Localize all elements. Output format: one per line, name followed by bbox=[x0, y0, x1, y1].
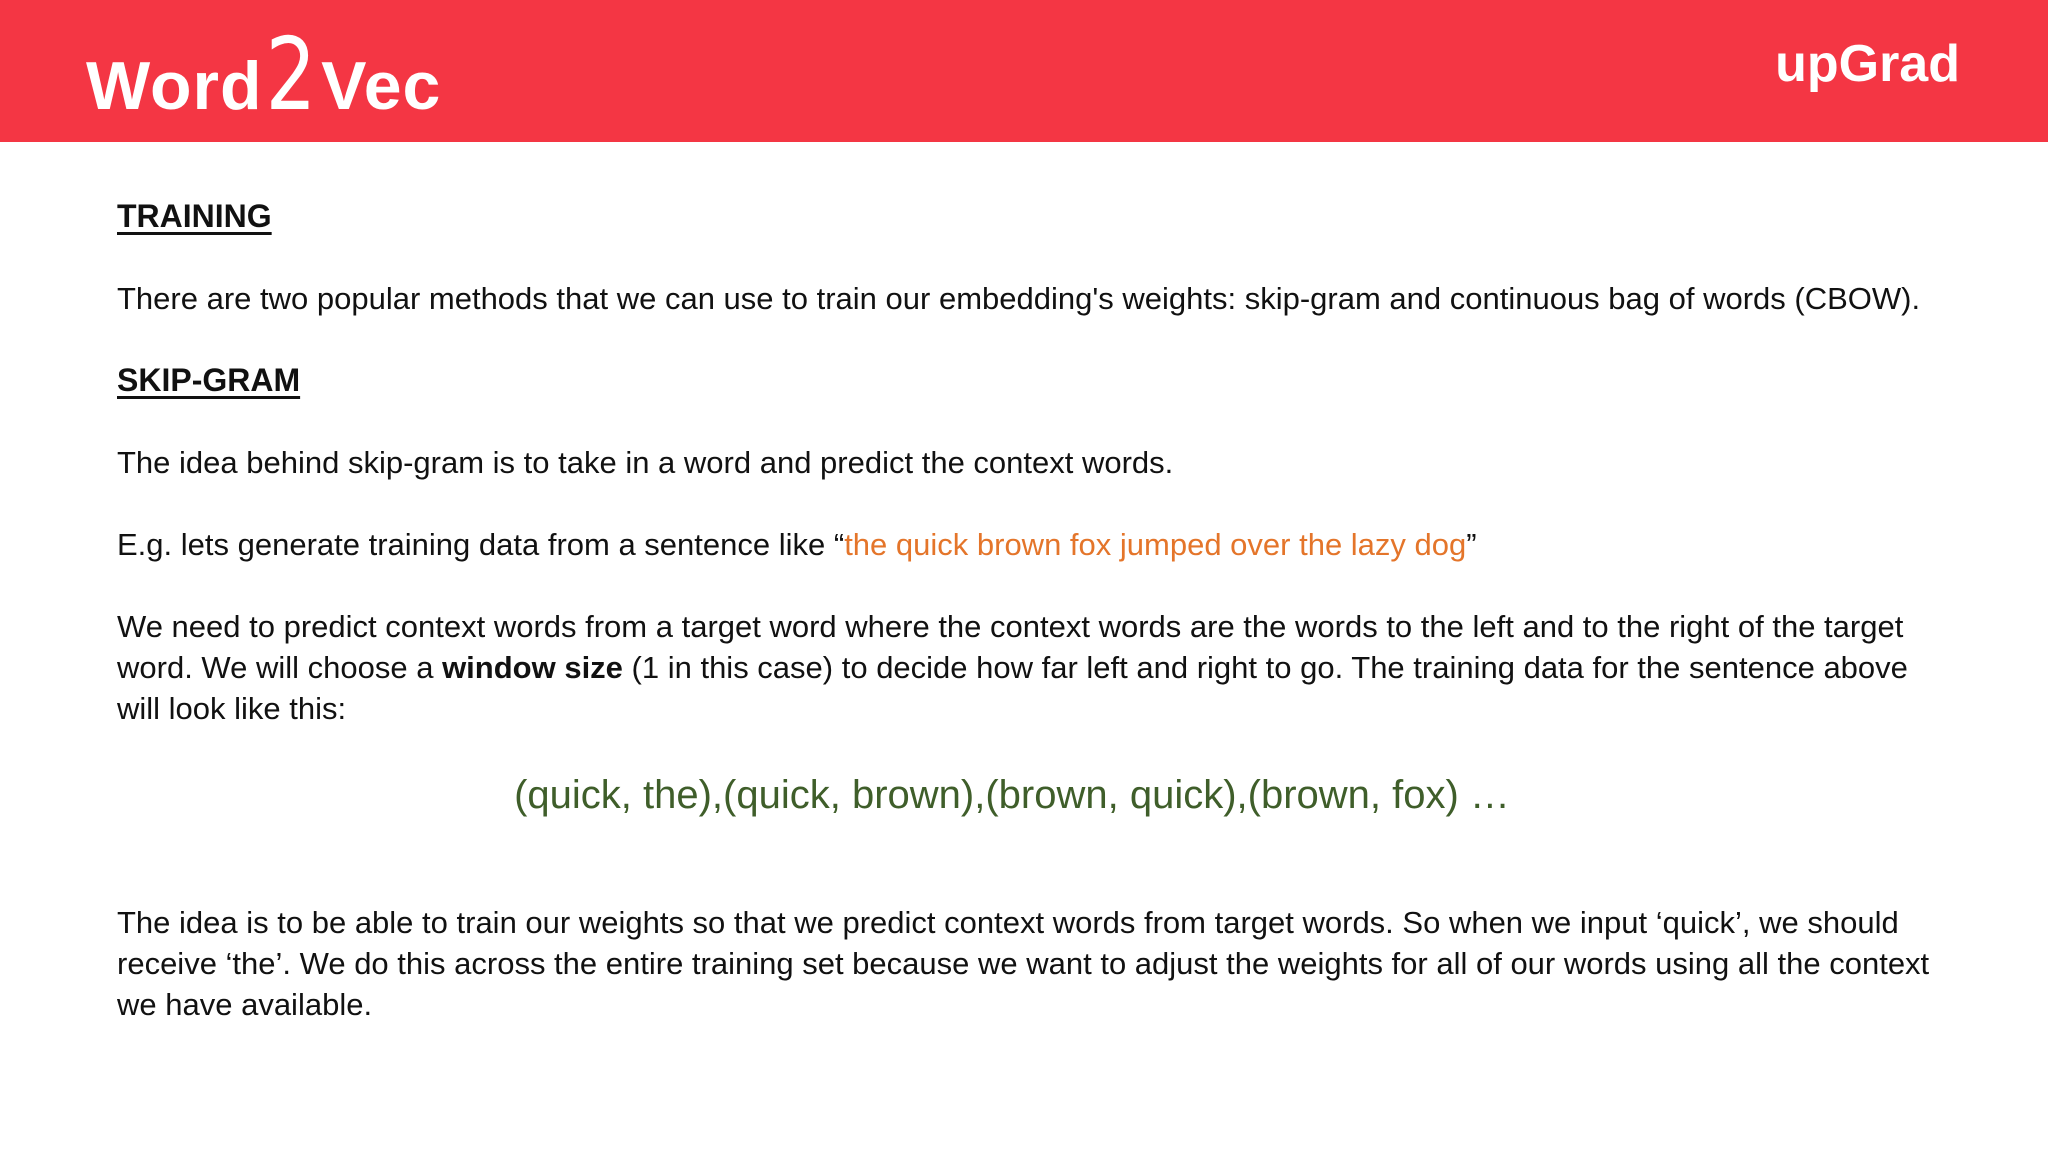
title-suffix: Vec bbox=[321, 48, 442, 124]
training-heading: TRAINING bbox=[117, 198, 272, 234]
example-line bbox=[117, 524, 1957, 565]
window-size-term: window size bbox=[442, 650, 623, 685]
header-bar bbox=[0, 0, 2048, 142]
example-sentence: the quick brown fox jumped over the lazy dog bbox=[844, 527, 1467, 562]
explain-after: (1 in this case) to decide how far left and right to go. The training data for the sentence above will look like this: bbox=[117, 650, 1908, 726]
explanation-paragraph bbox=[117, 606, 1957, 729]
example-prefix: E.g. lets generate training data from a sentence like “ bbox=[117, 527, 845, 562]
title-prefix: Word bbox=[86, 48, 263, 124]
skipgram-heading: SKIP-GRAM bbox=[117, 362, 301, 398]
training-text: There are two popular methods that we can use to train our embedding's weights: skip-gram and continuous bag of words (CBOW). bbox=[117, 281, 1921, 316]
skipgram-idea: The idea behind skip-gram is to take in a word and predict the context words. bbox=[117, 445, 1174, 480]
title-digit: 2 bbox=[264, 16, 317, 133]
explain-before: We need to predict context words from a target word where the context words are the words to the left and to the right of the target word. We will choose a bbox=[117, 609, 1904, 685]
training-pairs: (quick, the),(quick, brown),(brown, quick),(brown, fox) … bbox=[514, 773, 1510, 817]
conclusion-paragraph: The idea is to be able to train our weights so that we predict context words from target words. So when we input ‘quick’, we should receive ‘the’. We do this across the entire training set because we want to adjust the weights for all of our words using all the context we have available. bbox=[117, 905, 1930, 1022]
brand-logo: upGrad bbox=[1775, 35, 1960, 93]
slide-title bbox=[86, 16, 442, 133]
example-suffix: ” bbox=[1466, 527, 1477, 562]
